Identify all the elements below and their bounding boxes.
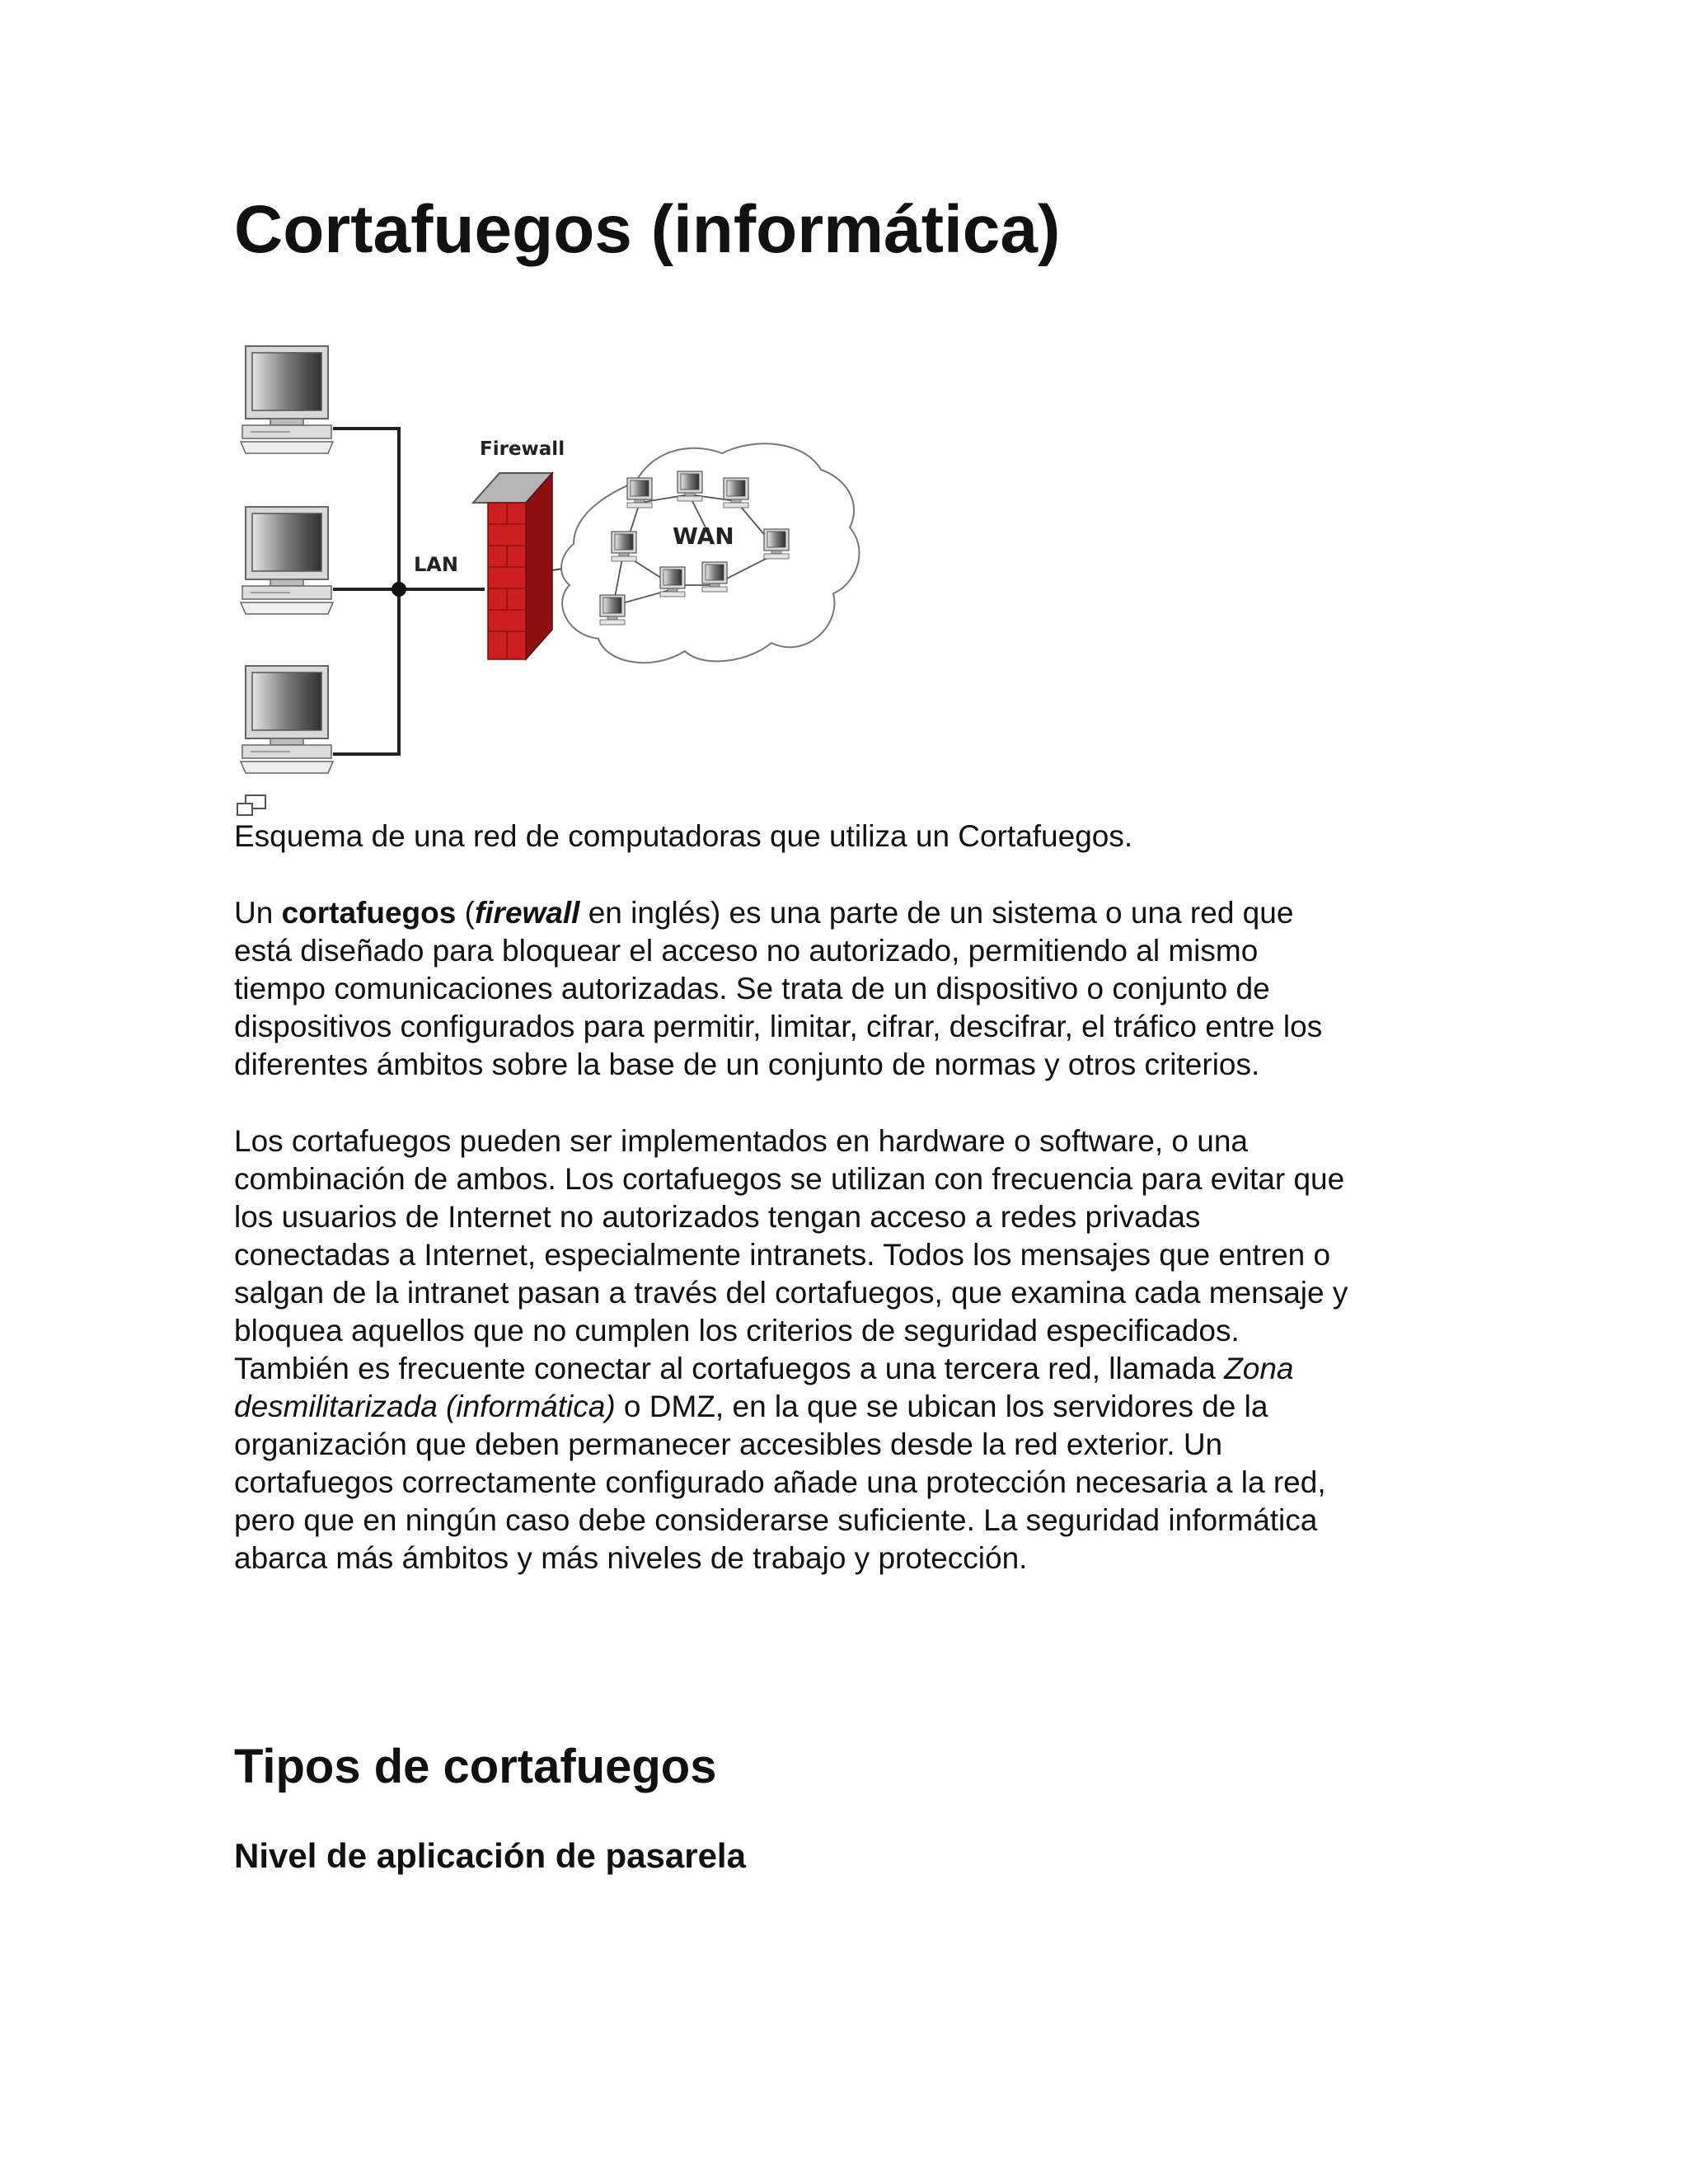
wan-computer xyxy=(678,471,702,501)
link-zona[interactable]: Zona xyxy=(1224,1352,1294,1385)
wan-computer xyxy=(764,529,789,559)
wan-label: WAN xyxy=(673,523,734,550)
body-paragraph: Los cortafuegos pueden ser implementados en hardware o software, o una combinación de ambos. Los cortafuegos se utilizan con frecuencia para evitar que los usuarios de Internet no autorizados tengan acceso a redes privadas conectadas a Internet, especialmente intranets. Todos los mensajes que entren o salgan de la intranet pasan a través del cortafuegos, que examina cada mensaje y bloquea aquellos que no cumplen los criterios de seguridad especificados. También es frecuente conectar al cortafuegos a una tercera red, llamada Zona desmilitarizada (informática) o DMZ, en la que se ubican los servidores de la organización que deben permanecer accesibles desde la red exterior. Un cortafuegos correctamente configurado añade una protección necesaria a la red, pero que en ningún caso debe considerarse suficiente. La seguridad informática abarca más ámbitos y más niveles de trabajo y protección. xyxy=(234,1124,1348,1575)
firewall-label: Firewall xyxy=(480,438,565,460)
section-title: Tipos de cortafuegos xyxy=(234,1740,717,1793)
wan-computer xyxy=(627,478,652,508)
lan-hub-node xyxy=(392,582,406,597)
intro-paragraph: Un cortafuegos (firewall en inglés) es una parte de un sistema o una red que está diseñado para bloquear el acceso no autorizado, permitiendo al mismo tiempo comunicaciones autorizadas. Se trata de un dispositivo o conjunto de dispositivos configurados para permitir, limitar, cifrar, descifrar, el tráfico entre los diferentes ámbitos sobre la base de un conjunto de normas y otros criterios. xyxy=(234,896,1323,1081)
lan-computer xyxy=(241,507,333,614)
lan-computer xyxy=(241,666,333,773)
network-diagram xyxy=(227,338,870,787)
lan-label: LAN xyxy=(414,553,458,576)
link-desmilitarizada[interactable]: desmilitarizada (informática) xyxy=(234,1390,616,1423)
wan-computer xyxy=(660,567,685,597)
term-cortafuegos: cortafuegos xyxy=(281,896,457,930)
figure-caption: Esquema de una red de computadoras que utiliza un Cortafuegos. xyxy=(234,819,1133,853)
page-title: Cortafuegos (informática) xyxy=(234,192,1061,267)
wan-cloud xyxy=(561,443,859,663)
firewall-wall xyxy=(473,473,552,659)
wan-computer xyxy=(702,562,727,592)
lan-computer xyxy=(241,346,333,453)
wan-computer xyxy=(612,532,636,561)
term-firewall: firewall xyxy=(474,896,580,930)
enlarge-icon[interactable] xyxy=(236,794,269,818)
wan-computer xyxy=(724,478,748,508)
lan-cable xyxy=(333,429,485,754)
subsection-title: Nivel de aplicación de pasarela xyxy=(234,1836,746,1875)
wan-computer xyxy=(600,595,625,625)
